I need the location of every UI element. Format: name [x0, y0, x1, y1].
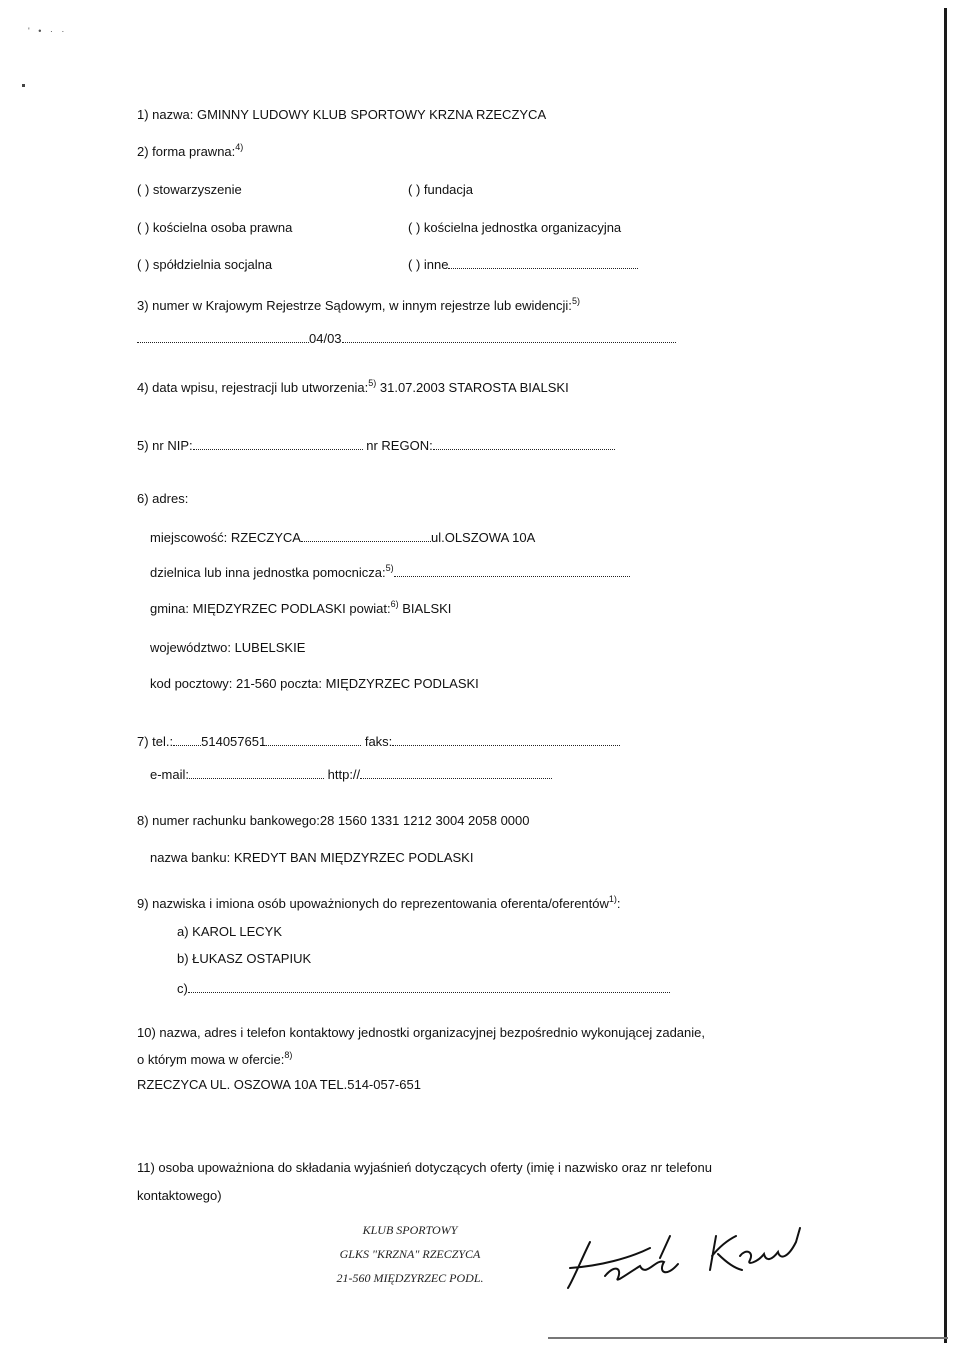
field-bank: nazwa banku: KREDYT BAN MIĘDZYRZEC PODLASKI: [150, 850, 474, 865]
numer-value-line: [137, 331, 676, 346]
rachunek-value: 28 1560 1331 1212 3004 2058 0000: [319, 813, 530, 828]
adres-wojewodztwo: województwo: LUBELSKIE: [150, 640, 306, 655]
adres-miejscowosc: miejscowość: RZECZYCA ul.OLSZOWA 10A: [150, 530, 536, 545]
osoba-b: b) ŁUKASZ OSTAPIUK: [177, 951, 312, 966]
scan-marks: ' • · ·: [28, 26, 68, 36]
field-rachunek: 8) numer rachunku bankowego:28 1560 1331 1212 3004 2058 0000: [137, 813, 530, 828]
field-adres: 6) adres:: [137, 491, 189, 506]
regon-label: nr REGON:: [366, 438, 433, 453]
http-fill-line[interactable]: [360, 767, 552, 779]
option-inne[interactable]: [408, 257, 638, 272]
forma-label: 2) forma prawna:: [137, 144, 236, 159]
signature-1: [560, 1228, 710, 1298]
field-jednostka-line1: 10) nazwa, adres i telefon kontaktowy jednostki organizacyjnej bezpośrednio wykonującej zadanie,: [137, 1025, 706, 1040]
scan-dot: [22, 84, 25, 87]
faks-fill-line[interactable]: [392, 734, 620, 746]
field-email-www: e-mail: http://: [150, 767, 552, 782]
club-stamp: [300, 1218, 520, 1290]
field-jednostka-line2: o którym mowa w ofercie:$^{8)}$: [137, 1050, 293, 1067]
bank-value: KREDYT BAN MIĘDZYRZEC PODLASKI: [233, 850, 474, 865]
osoba-a: a) KAROL LECYK: [177, 924, 283, 939]
tel-value: 514057651: [201, 734, 267, 749]
option-inne-label: ( ) inne: [408, 257, 449, 272]
numer-footnote: 5): [571, 296, 580, 306]
stamp-line-3: 21-560 MIĘDZYRZEC PODL.: [336, 1271, 484, 1285]
stamp-line-1: KLUB SPORTOWY: [362, 1223, 458, 1237]
page-edge-right: [944, 8, 947, 1343]
osoba-c: c): [177, 981, 670, 996]
adres-kod-poczta: kod pocztowy: 21-560 poczta: MIĘDZYRZEC PODLASKI: [150, 676, 479, 691]
osoba-c-fill-line[interactable]: [188, 981, 670, 993]
miejscowosc-value: RZECZYCA: [230, 530, 301, 545]
inne-fill-line: [448, 257, 638, 269]
forma-footnote: 4): [235, 142, 244, 152]
option-koscielna-jednostka[interactable]: ( ) kościelna jednostka organizacyjna: [408, 220, 622, 235]
regon-fill-line[interactable]: [433, 438, 615, 450]
poczta-value: MIĘDZYRZEC PODLASKI: [325, 676, 479, 691]
jednostka-value: RZECZYCA UL. OSZOWA 10A TEL.514-057-651: [137, 1077, 421, 1092]
numer-label: 3) numer w Krajowym Rejestrze Sądowym, w innym rejestrze lub ewidencji:: [137, 298, 572, 313]
field-numer-krs: [137, 298, 580, 313]
option-koscielna-osoba-prawna[interactable]: ( ) kościelna osoba prawna: [137, 220, 293, 235]
ulica-value: ul.OLSZOWA 10A: [430, 530, 536, 545]
wojewodztwo-value: LUBELSKIE: [234, 640, 306, 655]
field-osoby-upowaznione: 9) nazwiska i imiona osób upoważnionych do reprezentowania oferenta/oferentów$^{1)}$:: [137, 894, 621, 911]
field-nazwa: 1) nazwa: GMINNY LUDOWY KLUB SPORTOWY KRZNA RZECZYCA: [137, 107, 547, 122]
adres-gmina-powiat: gmina: MIĘDZYRZEC PODLASKI powiat:$^{6)}$ BIALSKI: [150, 599, 452, 616]
data-label: 4) data wpisu, rejestracji lub utworzenia:: [137, 380, 369, 395]
field-data-wpisu: [137, 380, 569, 395]
nip-fill-line[interactable]: [193, 438, 363, 450]
email-fill-line[interactable]: [189, 767, 324, 779]
option-stowarzyszenie[interactable]: ( ) stowarzyszenie: [137, 182, 242, 197]
stamp-line-2: GLKS "KRZNA" RZECZYCA: [339, 1247, 481, 1261]
powiat-value: BIALSKI: [402, 601, 452, 616]
field-wyjasnienia-line2: kontaktowego): [137, 1188, 222, 1203]
numer-value: 04/03: [309, 331, 342, 346]
option-spoldzielnia-socjalna[interactable]: ( ) spółdzielnia socjalna: [137, 257, 273, 272]
field-wyjasnienia-line1: 11) osoba upoważniona do składania wyjaśnień dotyczących oferty (imię i nazwisko oraz nr telefonu: [137, 1160, 712, 1175]
nip-label: 5) nr NIP:: [137, 438, 193, 453]
field-nip-regon: [137, 438, 615, 453]
option-fundacja[interactable]: ( ) fundacja: [408, 182, 474, 197]
signature-2: [700, 1222, 810, 1282]
page-edge-bottom: [548, 1337, 948, 1339]
adres-dzielnica: dzielnica lub inna jednostka pomocnicza:$^{5)}$: [150, 565, 630, 580]
field-telefon-faks: 7) tel.: 514057651 faks:: [137, 734, 620, 749]
data-value: 31.07.2003 STAROSTA BIALSKI: [379, 380, 569, 395]
data-footnote: 5): [368, 378, 377, 388]
gmina-value: MIĘDZYRZEC PODLASKI: [192, 601, 346, 616]
field-forma-prawna: [137, 144, 243, 159]
kod-value: 21-560: [236, 676, 277, 691]
dzielnica-fill-line[interactable]: [394, 565, 630, 577]
